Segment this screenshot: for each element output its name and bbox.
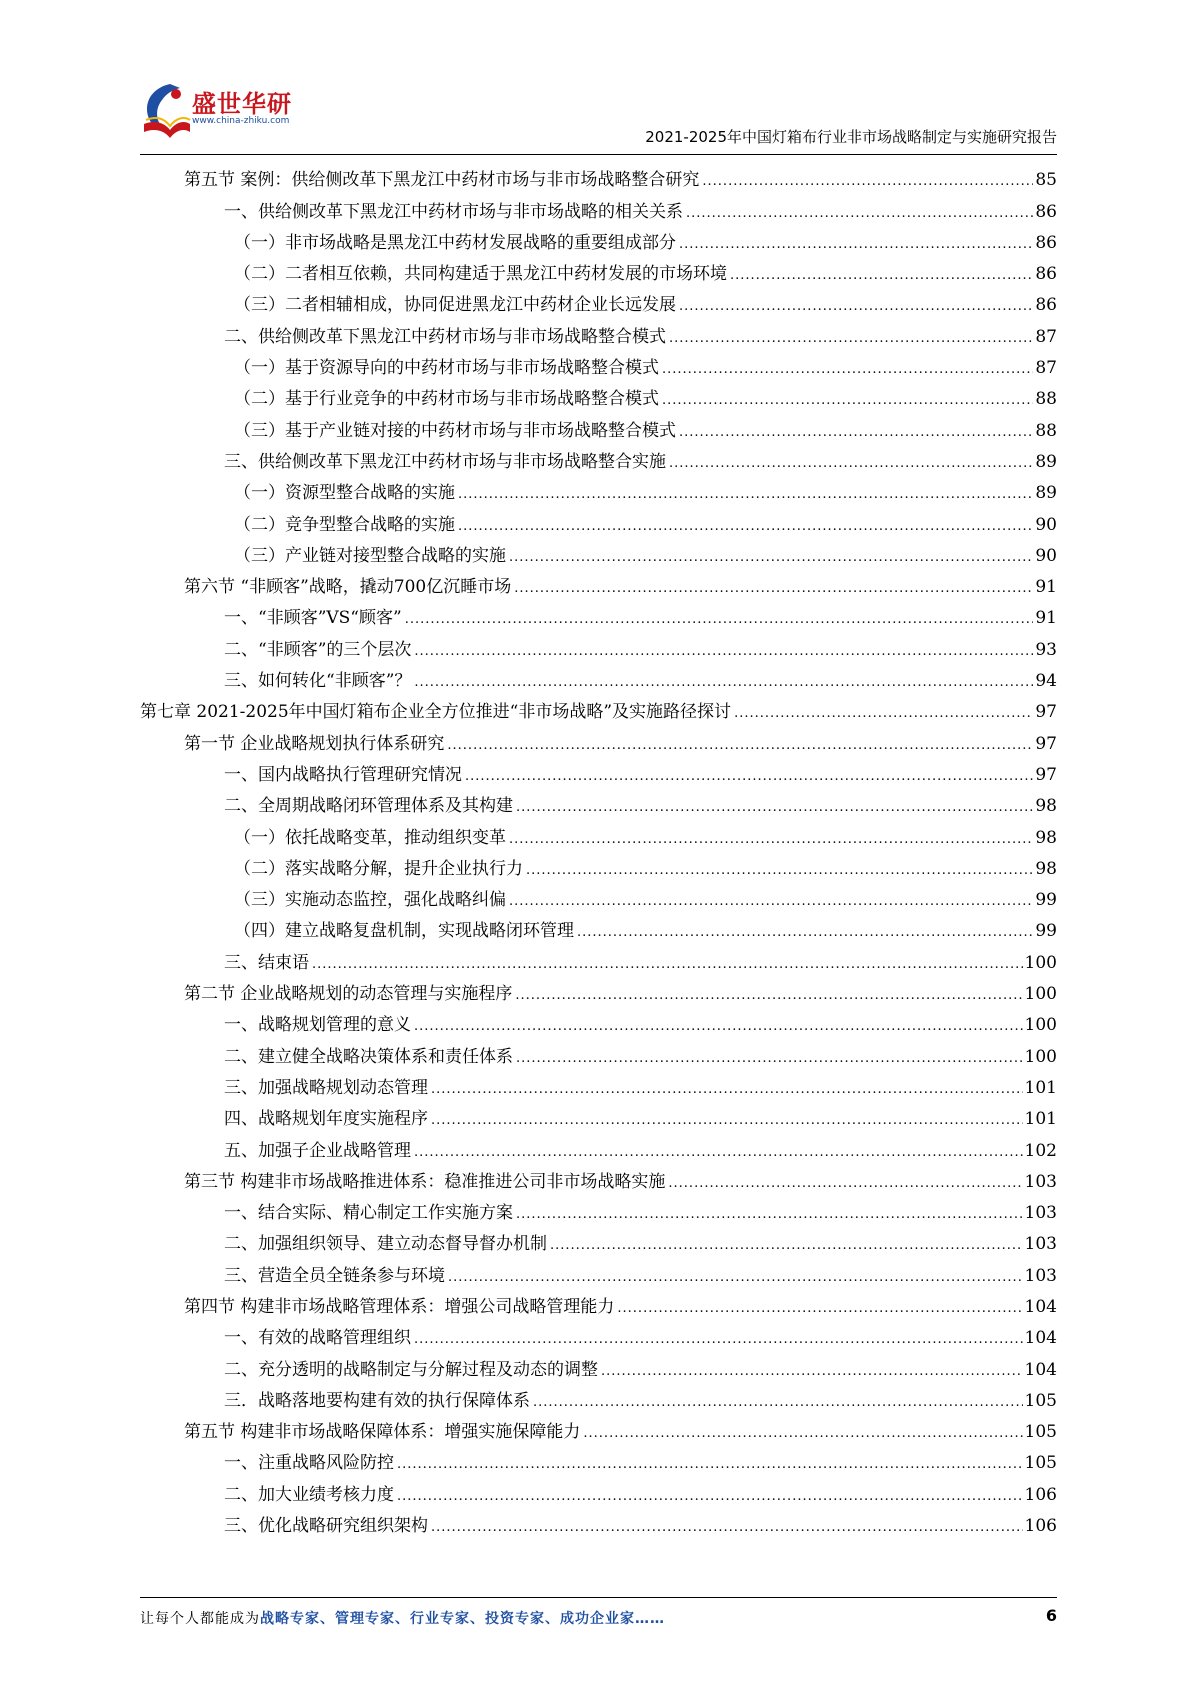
toc-entry[interactable] [140,1099,1057,1130]
toc-entry-page: 103 [1024,1171,1057,1192]
toc-entry-title: 二、充分透明的战略制定与分解过程及动态的调整 [224,1359,598,1380]
toc-dot-leader [312,956,1023,974]
toc-entry-title: 三、优化战略研究组织架构 [224,1516,428,1537]
toc-dot-leader [662,392,1033,410]
toc-entry[interactable] [140,817,1057,848]
toc-entry-title: 一、“非顾客”VS“顾客” [224,608,402,629]
toc-dot-leader [414,1144,1023,1162]
toc-entry-title: 一、供给侧改革下黑龙江中药材市场与非市场战略的相关关系 [224,201,683,222]
toc-entry[interactable] [140,316,1057,347]
toc-entry-page: 97 [1035,702,1057,723]
toc-entry-page: 99 [1035,890,1057,911]
toc-entry[interactable] [140,1005,1057,1036]
toc-entry[interactable] [140,598,1057,629]
toc-dot-leader [577,924,1033,942]
toc-entry-title: 三、如何转化“非顾客”？ [224,671,412,692]
toc-dot-leader [702,173,1033,191]
toc-entry-title: 第二节 企业战略规划的动态管理与实施程序 [184,984,513,1005]
toc-dot-leader [550,1237,1023,1255]
toc-entry-title: 第五节 案例：供给侧改革下黑龙江中药材市场与非市场战略整合研究 [184,170,700,191]
toc-entry-page: 106 [1024,1484,1057,1505]
toc-entry-page: 97 [1035,733,1057,754]
footer-divider [140,1597,1057,1598]
toc-dot-leader [734,705,1033,723]
toc-dot-leader [431,1081,1023,1099]
toc-dot-leader [397,1456,1023,1474]
table-of-contents [140,160,1057,1537]
toc-entry-title: 三、营造全员全链条参与环境 [224,1265,445,1286]
toc-entry[interactable] [140,160,1057,191]
toc-entry-title: （一）非市场战略是黑龙江中药材发展战略的重要组成部分 [234,232,676,253]
toc-entry-title: 二、建立健全战略决策体系和责任体系 [224,1046,513,1067]
toc-dot-leader [679,424,1033,442]
toc-dot-leader [601,1363,1023,1381]
toc-dot-leader [414,1331,1023,1349]
toc-entry-page: 87 [1035,358,1057,379]
toc-dot-leader [405,611,1034,629]
toc-entry-page: 99 [1035,921,1057,942]
toc-entry-page: 86 [1035,264,1057,285]
toc-entry-title: （三）产业链对接型整合战略的实施 [234,545,506,566]
toc-entry-title: （一）依托战略变革，推动组织变革 [234,827,506,848]
page-number: 6 [1045,1606,1057,1625]
toc-entry-page: 88 [1035,389,1057,410]
toc-entry[interactable] [140,849,1057,880]
toc-dot-leader [458,486,1033,504]
toc-entry-title: （一）基于资源导向的中药材市场与非市场战略整合模式 [234,358,659,379]
company-logo [140,80,340,144]
toc-dot-leader [516,1206,1023,1224]
toc-entry-page: 100 [1024,1046,1057,1067]
toc-dot-leader [668,1175,1022,1193]
toc-entry-page: 104 [1024,1328,1057,1349]
toc-dot-leader [526,862,1033,880]
toc-dot-leader [516,1050,1023,1068]
toc-dot-leader [465,768,1033,786]
toc-dot-leader [679,236,1033,254]
toc-entry-page: 90 [1035,545,1057,566]
toc-entry[interactable] [140,1287,1057,1318]
toc-entry-page: 98 [1035,827,1057,848]
toc-entry-title: 第三节 构建非市场战略推进体系：稳准推进公司非市场战略实施 [184,1171,666,1192]
report-title: 2021-2025年中国灯箱布行业非市场战略制定与实施研究报告 [645,128,1057,146]
toc-entry[interactable] [140,1381,1057,1412]
toc-entry[interactable] [140,786,1057,817]
toc-entry[interactable] [140,1162,1057,1193]
toc-entry-title: 第四节 构建非市场战略管理体系：增强公司战略管理能力 [184,1296,615,1317]
toc-entry-page: 91 [1035,577,1057,598]
toc-dot-leader [669,330,1033,348]
toc-entry-page: 105 [1024,1390,1057,1411]
toc-entry-page: 93 [1035,639,1057,660]
toc-entry[interactable] [140,1130,1057,1161]
toc-entry-page: 101 [1024,1109,1057,1130]
toc-entry-page: 103 [1024,1265,1057,1286]
toc-dot-leader [458,518,1033,536]
toc-entry-page: 100 [1024,1015,1057,1036]
toc-entry-title: 五、加强子企业战略管理 [224,1140,411,1161]
toc-entry[interactable] [140,1224,1057,1255]
toc-entry-title: 第一节 企业战略规划执行体系研究 [184,733,445,754]
toc-entry-title: （四）建立战略复盘机制，实现战略闭环管理 [234,921,574,942]
toc-entry-page: 98 [1035,858,1057,879]
toc-dot-leader [516,799,1033,817]
toc-entry[interactable] [140,567,1057,598]
toc-entry[interactable] [140,536,1057,567]
toc-entry-title: 二、供给侧改革下黑龙江中药材市场与非市场战略整合模式 [224,326,666,347]
toc-entry[interactable] [140,942,1057,973]
toc-entry-page: 105 [1024,1422,1057,1443]
footer-slogan-highlight: 战略专家、管理专家、行业专家、投资专家、成功企业家…… [260,1611,665,1627]
toc-entry-page: 105 [1024,1453,1057,1474]
toc-dot-leader [414,1018,1023,1036]
toc-entry-title: （二）二者相互依赖，共同构建适于黑龙江中药材发展的市场环境 [234,264,727,285]
toc-entry-title: 二、加强组织领导、建立动态督导督办机制 [224,1234,547,1255]
toc-dot-leader [662,361,1033,379]
toc-entry[interactable] [140,1506,1057,1537]
toc-dot-leader [509,549,1033,567]
toc-entry-page: 87 [1035,326,1057,347]
toc-dot-leader [515,987,1022,1005]
footer-slogan-prefix: 让每个人都能成为 [140,1611,260,1627]
toc-entry-page: 106 [1024,1516,1057,1537]
toc-entry-title: 一、结合实际、精心制定工作实施方案 [224,1203,513,1224]
toc-entry[interactable] [140,1318,1057,1349]
toc-entry-page: 90 [1035,514,1057,535]
toc-entry[interactable] [140,692,1057,723]
toc-dot-leader [447,737,1033,755]
toc-entry-title: 三、供给侧改革下黑龙江中药材市场与非市场战略整合实施 [224,451,666,472]
toc-entry-page: 91 [1035,608,1057,629]
toc-dot-leader [679,298,1033,316]
toc-entry-page: 86 [1035,295,1057,316]
toc-dot-leader [617,1300,1022,1318]
toc-entry[interactable] [140,348,1057,379]
toc-entry[interactable] [140,1412,1057,1443]
toc-entry[interactable] [140,1255,1057,1286]
toc-entry[interactable] [140,1068,1057,1099]
toc-entry[interactable] [140,442,1057,473]
toc-entry-title: 一、战略规划管理的意义 [224,1015,411,1036]
toc-entry-page: 104 [1024,1296,1057,1317]
toc-dot-leader [669,455,1033,473]
toc-entry[interactable] [140,755,1057,786]
toc-entry-title: 第六节 “非顾客”战略，撬动700亿沉睡市场 [184,577,512,598]
toc-dot-leader [414,643,1033,661]
toc-entry-page: 104 [1024,1359,1057,1380]
toc-entry[interactable] [140,191,1057,222]
toc-entry-title: （一）资源型整合战略的实施 [234,483,455,504]
toc-entry-page: 88 [1035,420,1057,441]
toc-entry[interactable] [140,1036,1057,1067]
toc-entry-title: 二、全周期战略闭环管理体系及其构建 [224,796,513,817]
toc-entry-title: 三．战略落地要构建有效的执行保障体系 [224,1390,530,1411]
toc-entry-page: 86 [1035,201,1057,222]
toc-entry-page: 85 [1035,170,1057,191]
toc-entry[interactable] [140,1443,1057,1474]
toc-entry-page: 97 [1035,764,1057,785]
toc-dot-leader [509,831,1033,849]
toc-dot-leader [533,1394,1023,1412]
toc-entry-title: 二、加大业绩考核力度 [224,1484,394,1505]
toc-entry-title: 一、有效的战略管理组织 [224,1328,411,1349]
toc-dot-leader [431,1112,1023,1130]
footer-slogan [140,1608,665,1628]
toc-entry[interactable] [140,1349,1057,1380]
toc-entry[interactable] [140,379,1057,410]
toc-entry[interactable] [140,410,1057,441]
toc-dot-leader [514,580,1033,598]
toc-dot-leader [583,1425,1022,1443]
toc-dot-leader [397,1488,1023,1506]
toc-entry-title: （三）二者相辅相成，协同促进黑龙江中药材企业长远发展 [234,295,676,316]
toc-entry[interactable] [140,473,1057,504]
toc-entry[interactable] [140,974,1057,1005]
toc-dot-leader [448,1269,1023,1287]
toc-entry-title: （二）竞争型整合战略的实施 [234,514,455,535]
logo-url: www.china-zhiku.com [192,116,290,126]
header-divider [140,154,1057,155]
toc-entry[interactable] [140,285,1057,316]
toc-entry[interactable] [140,223,1057,254]
toc-entry-title: 四、战略规划年度实施程序 [224,1109,428,1130]
toc-entry-title: （二）落实战略分解，提升企业执行力 [234,858,523,879]
toc-entry-page: 101 [1024,1077,1057,1098]
toc-entry-page: 100 [1024,952,1057,973]
toc-entry-title: 三、结束语 [224,952,309,973]
toc-dot-leader [509,893,1033,911]
toc-entry-title: 一、国内战略执行管理研究情况 [224,764,462,785]
toc-entry-title: （三）实施动态监控，强化战略纠偏 [234,890,506,911]
toc-entry-page: 98 [1035,796,1057,817]
toc-entry[interactable] [140,254,1057,285]
logo-name: 盛世华研 [192,90,292,118]
toc-entry[interactable] [140,911,1057,942]
toc-entry[interactable] [140,723,1057,754]
toc-dot-leader [686,205,1033,223]
logo-emblem-icon [140,80,192,140]
toc-entry-page: 100 [1024,984,1057,1005]
toc-entry-page: 103 [1024,1203,1057,1224]
toc-entry[interactable] [140,661,1057,692]
toc-entry-title: （三）基于产业链对接的中药材市场与非市场战略整合模式 [234,420,676,441]
toc-entry[interactable] [140,504,1057,535]
toc-entry[interactable] [140,1474,1057,1505]
toc-entry-title: 第七章 2021-2025年中国灯箱布企业全方位推进“非市场战略”及实施路径探讨 [140,702,732,723]
toc-entry-page: 103 [1024,1234,1057,1255]
toc-entry-title: 一、注重战略风险防控 [224,1453,394,1474]
toc-entry-title: 三、加强战略规划动态管理 [224,1077,428,1098]
toc-entry-page: 86 [1035,232,1057,253]
toc-dot-leader [730,267,1033,285]
toc-entry-title: 二、“非顾客”的三个层次 [224,639,412,660]
toc-entry-title: （二）基于行业竞争的中药材市场与非市场战略整合模式 [234,389,659,410]
toc-entry-page: 89 [1035,451,1057,472]
toc-dot-leader [414,674,1033,692]
toc-entry-page: 89 [1035,483,1057,504]
toc-entry-title: 第五节 构建非市场战略保障体系：增强实施保障能力 [184,1422,581,1443]
toc-entry-page: 94 [1035,671,1057,692]
toc-entry[interactable] [140,1193,1057,1224]
toc-entry[interactable] [140,629,1057,660]
toc-entry-page: 102 [1024,1140,1057,1161]
toc-dot-leader [431,1519,1023,1537]
toc-entry[interactable] [140,880,1057,911]
